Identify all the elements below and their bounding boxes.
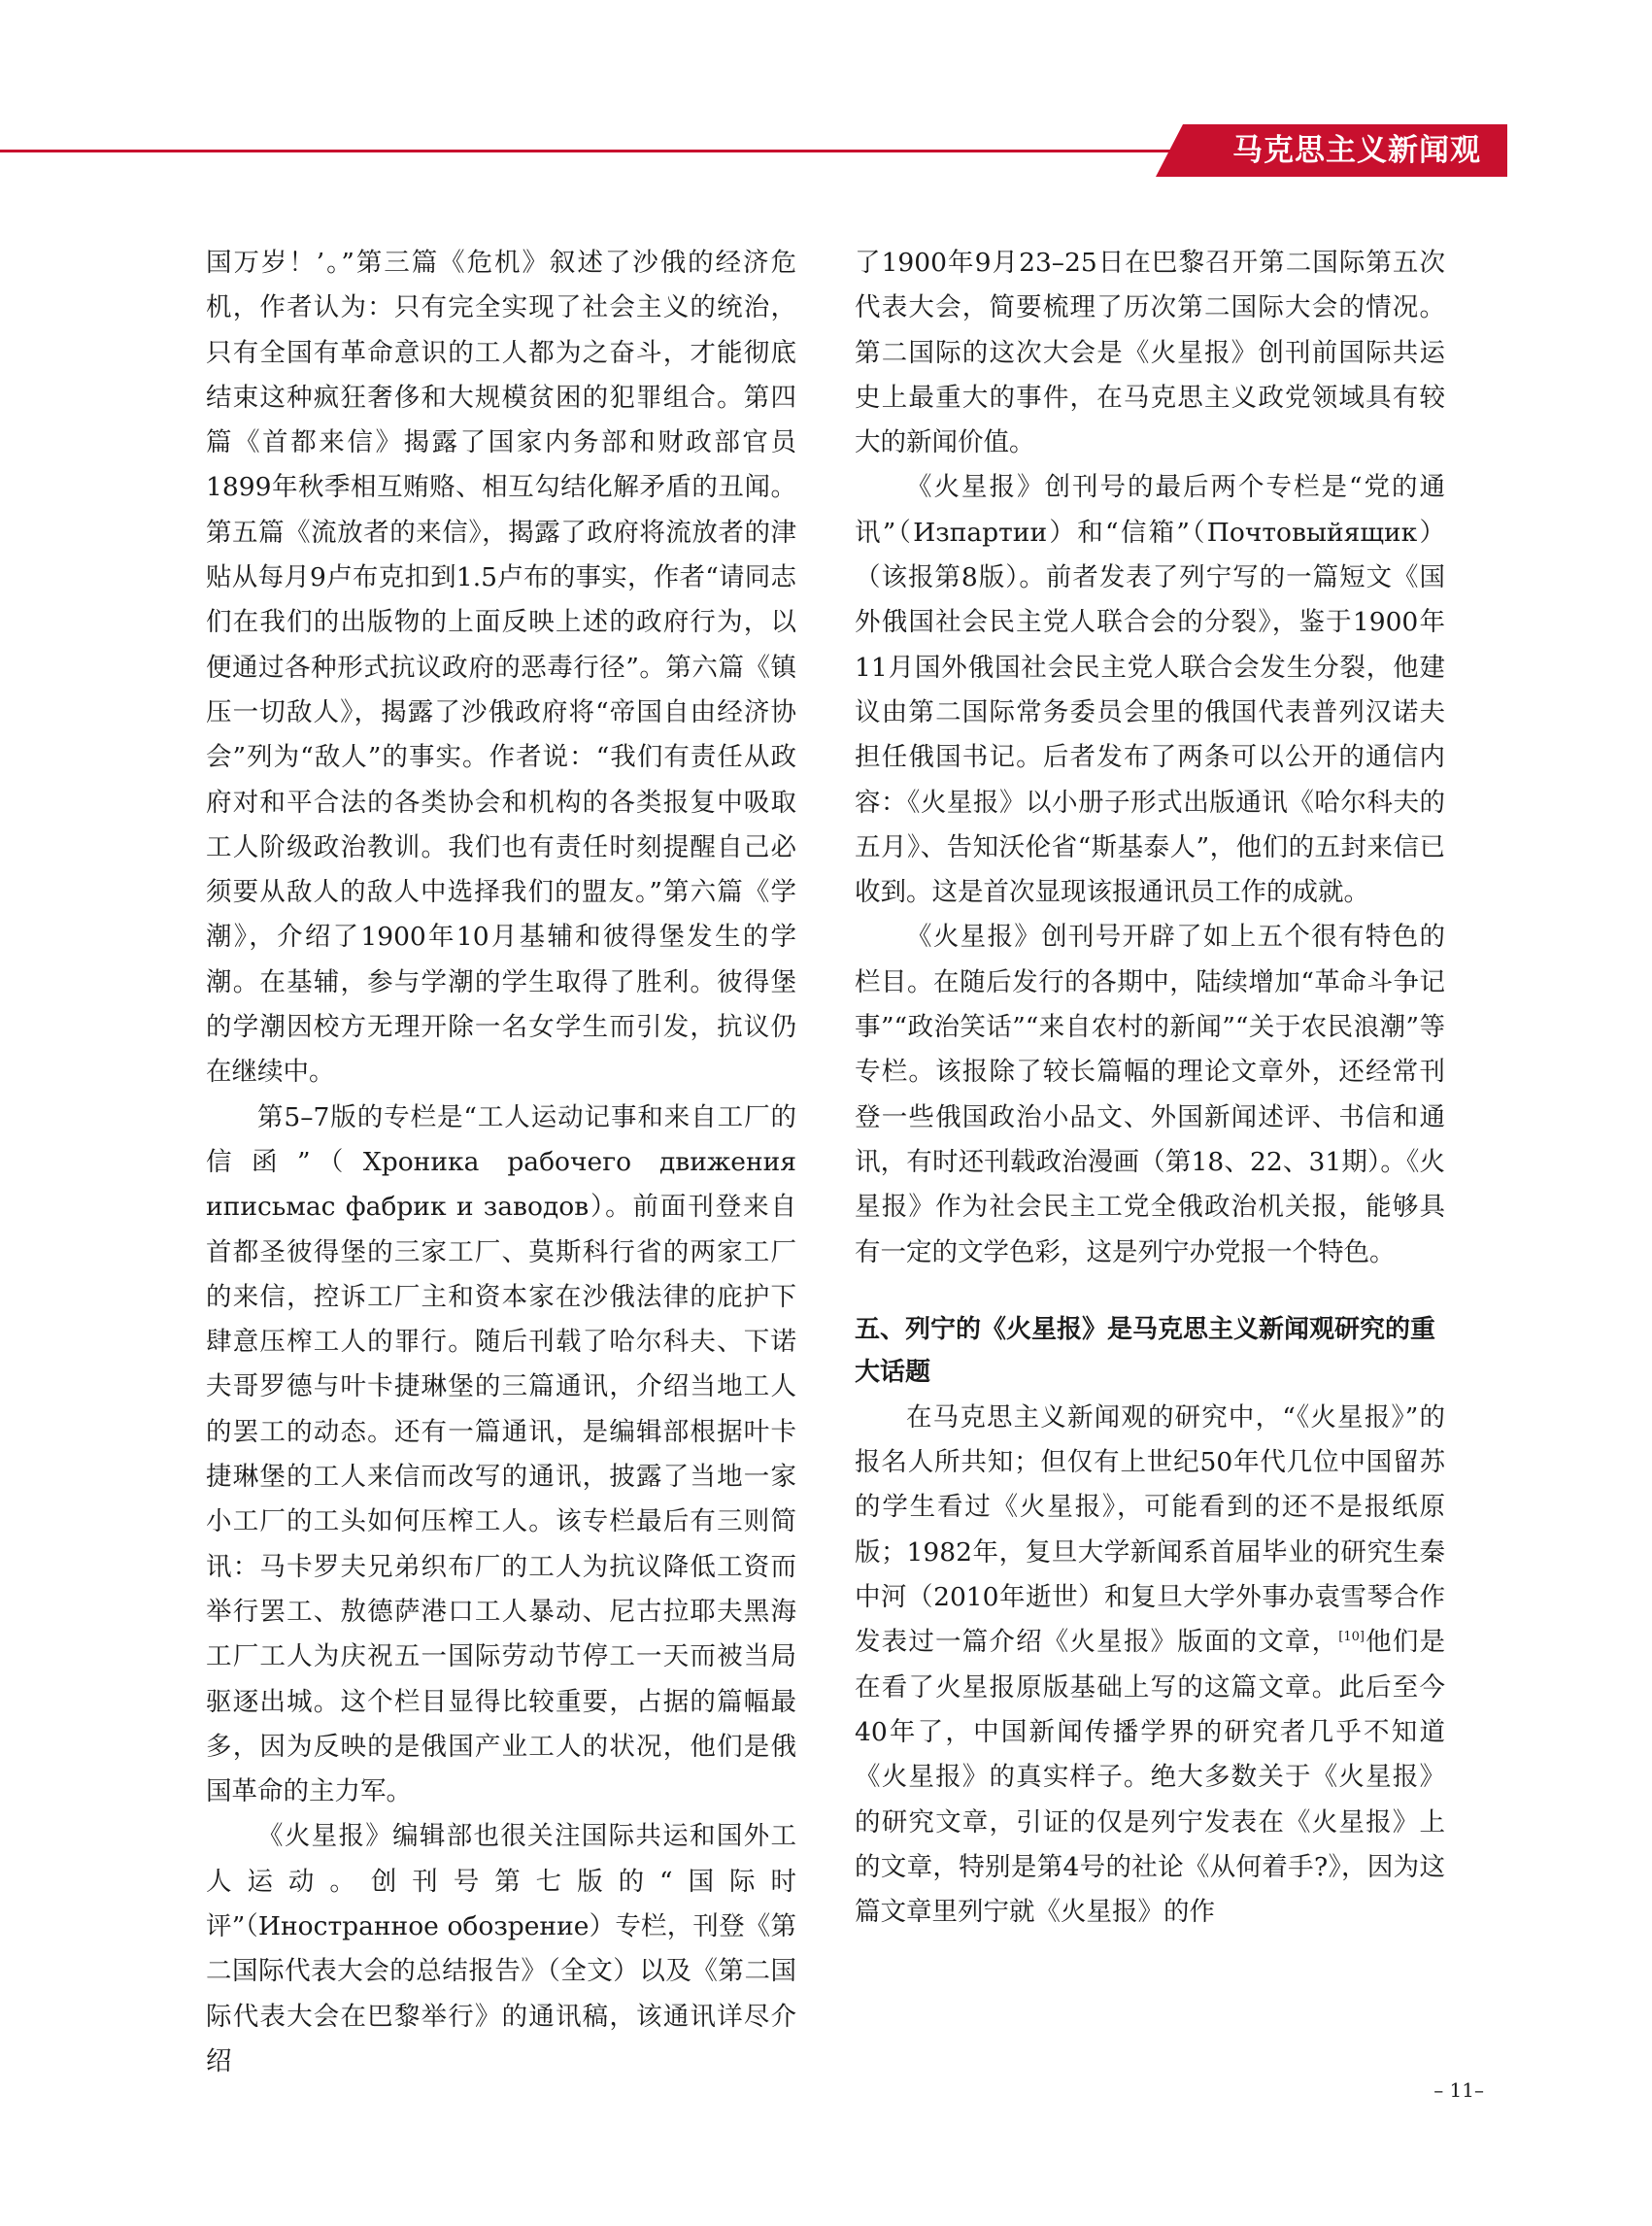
paragraph: 第5–7版的专栏是“工人运动记事和来自工厂的信函”（Хроника рабочего движения иписьмас фабрик и заводов）。前面刊登来自首都圣彼得堡的三家工厂、莫斯科行省的两家工厂的来信，控诉工厂主和资本家在沙俄法律的庇护下肆意压榨工人的罪行。随后刊载了哈尔科夫、下诺夫哥罗德与叶卡捷琳堡的三篇通讯，介绍当地工人的罢工的动态。还有一篇通讯，是编辑部根据叶卡捷琳堡的工人来信而改写的通讯，披露了当地一家小工厂的工头如何压榨工人。该专栏最后有三则简讯：马卡罗夫兄弟织布厂的工人为抗议降低工资而举行罢工、敖德萨港口工人暴动、尼古拉耶夫黑海工厂工人为庆祝五一国际劳动节停工一天而被当局驱逐出城。这个栏目显得比较重要，占据的篇幅最多，因为反映的是俄国产业工人的状况，他们是俄国革命的主力军。: [206, 1101, 796, 1807]
section-heading: 五、列宁的《火星报》是马克思主义新闻观研究的重大话题: [855, 1314, 1436, 1387]
paragraph: 《火星报》创刊号的最后两个专栏是“党的通讯”（Изпартии）和“信箱”（Почтовыйящик）（该报第8版）。前者发表了列宁写的一篇短文《国外俄国社会民主党人联合会的分裂》，鉴于1900年11月国外俄国社会民主党人联合会发生分裂，他建议由第二国际常务委员会里的俄国代表普列汉诺夫担任俄国书记。后者发布了两条可以公开的通信内容：《火星报》以小册子形式出版通讯《哈尔科夫的五月》、告知沃伦省“斯基泰人”，他们的五封来信已收到。这是首次显现该报通讯员工作的成就。: [855, 472, 1445, 908]
right-column: [855, 241, 1445, 1935]
section-banner-label: 马克思主义新闻观: [1232, 133, 1481, 168]
paragraph: 了1900年9月23–25日在巴黎召开第二国际第五次代表大会，简要梳理了历次第二国际大会的情况。第二国际的这次大会是《火星报》创刊前国际共运史上最重大的事件，在马克思主义政党领域具有较大的新闻价值。: [855, 248, 1445, 458]
footnote-ref: [10]: [1338, 1630, 1365, 1645]
paragraph: 国万岁！’。”第三篇《危机》叙述了沙俄的经济危机，作者认为：只有完全实现了社会主义的统治，只有全国有革命意识的工人都为之奋斗，才能彻底结束这种疯狂奢侈和大规模贫困的犯罪组合。第四篇《首都来信》揭露了国家内务部和财政部官员1899年秋季相互贿赂、相互勾结化解矛盾的丑闻。第五篇《流放者的来信》，揭露了政府将流放者的津贴从每月9卢布克扣到1.5卢布的事实，作者“请同志们在我们的出版物的上面反映上述的政府行为，以便通过各种形式抗议政府的恶毒行径”。第六篇《镇压一切敌人》，揭露了沙俄政府将“帝国自由经济协会”列为“敌人”的事实。作者说：“我们有责任从政府对和平合法的各类协会和机构的各类报复中吸取工人阶级政治教训。我们也有责任时刻提醒自己必须要从敌人的敌人中选择我们的盟友。”第六篇《学潮》，介绍了1900年10月基辅和彼得堡发生的学潮。在基辅，参与学潮的学生取得了胜利。彼得堡的学潮因校方无理开除一名女学生而引发，抗议仍在继续中。: [206, 248, 796, 1088]
paragraph-text: 在马克思主义新闻观的研究中，“《火星报》”的报名人所共知；但仅有上世纪50年代几位中国留苏的学生看过《火星报》，可能看到的还不是报纸原版；1982年，复旦大学新闻系首届毕业的研究生秦中河（2010年逝世）和复旦大学外事办袁雪琴合作发表过一篇介绍《火星报》版面的文章，: [855, 1401, 1445, 1658]
left-column: [206, 241, 796, 2084]
paragraph: [855, 1396, 1445, 1936]
paragraph-text: 他们是在看了火星报原版基础上写的这篇文章。此后至今40年了，中国新闻传播学界的研究者几乎不知道《火星报》的真实样子。绝大多数关于《火星报》的研究文章，引证的仅是列宁发表在《火星报》上的文章，特别是第4号的社论《从何着手?》，因为这篇文章里列宁就《火星报》的作: [855, 1627, 1446, 1928]
page-number: – 11–: [1433, 2078, 1484, 2102]
header-rule: [0, 150, 1190, 152]
paragraph: 《火星报》创刊号开辟了如上五个很有特色的栏目。在随后发行的各期中，陆续增加“革命斗争记事”“政治笑话”“来自农村的新闻”“关于农民浪潮”等专栏。该报除了较长篇幅的理论文章外，还经常刊登一些俄国政治小品文、外国新闻述评、书信和通讯，有时还刊载政治漫画（第18、22、31期）。《火星报》作为社会民主工党全俄政治机关报，能够具有一定的文学色彩，这是列宁办党报一个特色。: [855, 922, 1445, 1267]
paragraph: 《火星报》编辑部也很关注国际共运和国外工人运动。创刊号第七版的“国际时评”（Иностранное обозрение）专栏，刊登《第二国际代表大会的总结报告》（全文）以及《第二国际代表大会在巴黎举行》的通讯稿，该通讯详尽介绍: [206, 1821, 796, 2076]
